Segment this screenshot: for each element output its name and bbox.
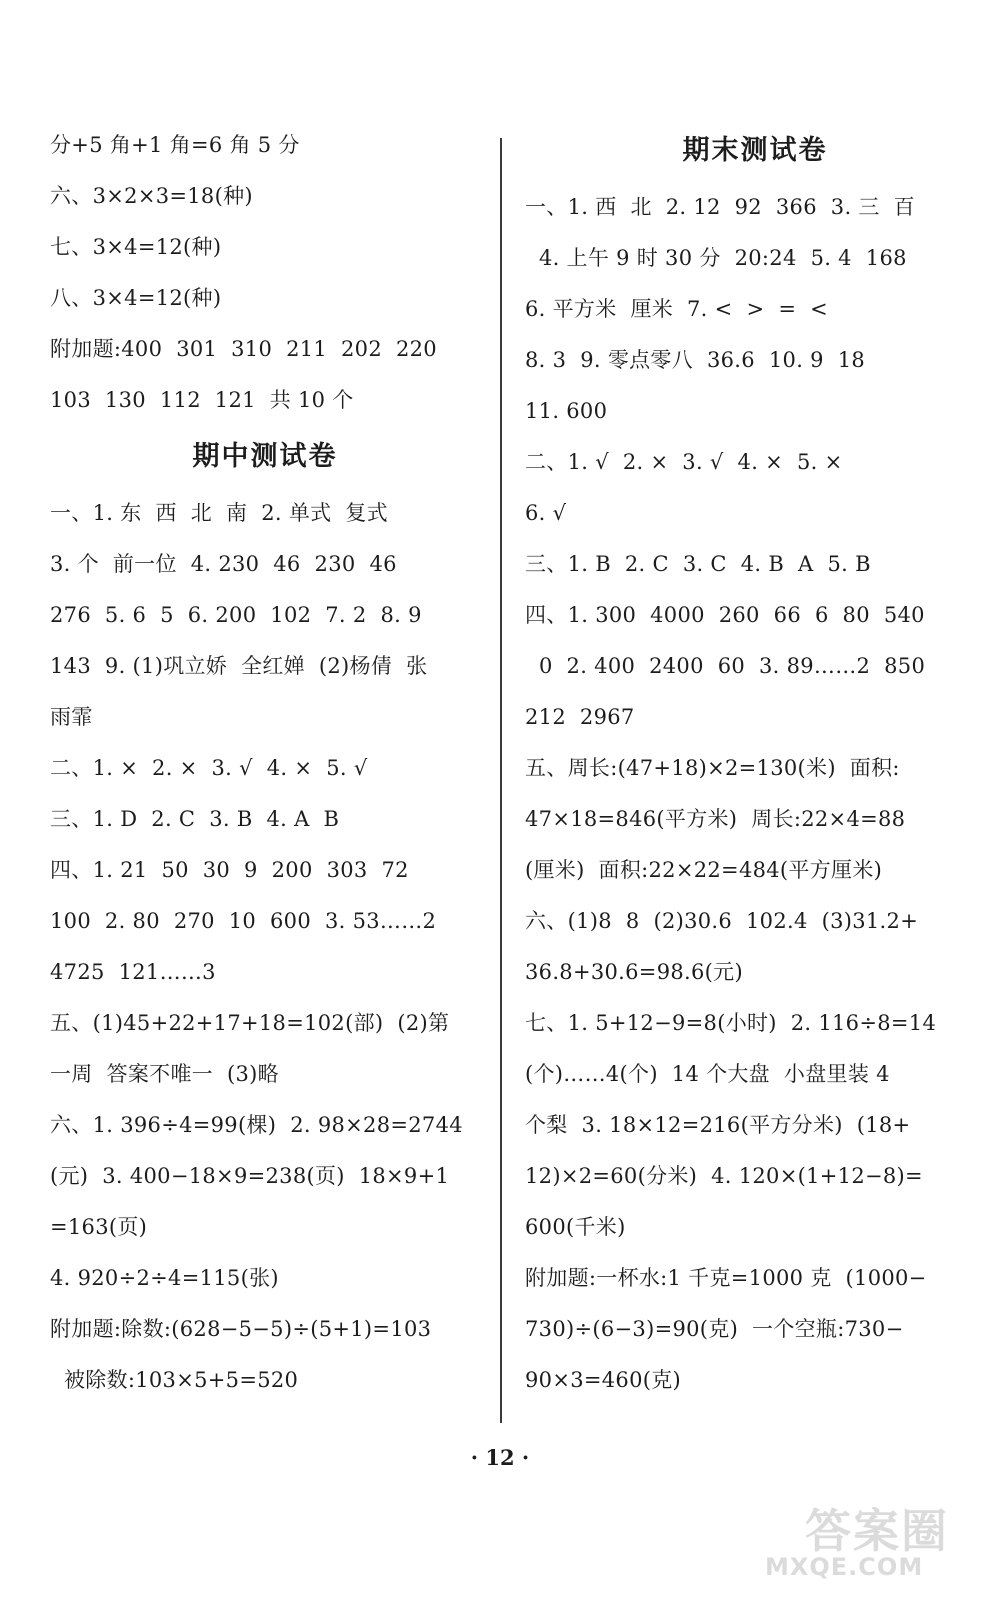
page-number: · 12 · (470, 1445, 530, 1470)
answer-line: 七、1. 5+12−9=8(小时) 2. 116÷8=14 (525, 1011, 937, 1035)
answer-line: 730)÷(6−3)=90(克) 一个空瓶:730− (525, 1317, 904, 1341)
watermark-logo (745, 1495, 995, 1595)
answer-line: 四、1. 300 4000 260 66 6 80 540 (525, 603, 925, 627)
answer-line: 47×18=846(平方米) 周长:22×4=88 (525, 807, 906, 831)
answer-line: 103 130 112 121 共 10 个 (50, 388, 354, 412)
answer-line: 一、1. 西 北 2. 12 92 366 3. 三 百 (525, 195, 915, 219)
answer-line: 4. 920÷2÷4=115(张) (50, 1266, 279, 1290)
answer-line: 六、1. 396÷4=99(棵) 2. 98×28=2744 (50, 1113, 463, 1137)
answer-line: 五、(1)45+22+17+18=102(部) (2)第 (50, 1011, 450, 1035)
answer-line: 3. 个 前一位 4. 230 46 230 46 (50, 552, 397, 576)
answer-line: 600(千米) (525, 1215, 626, 1239)
right-column (525, 120, 985, 1406)
answer-line: 二、1. × 2. × 3. √ 4. × 5. √ (50, 756, 368, 780)
answer-line: 276 5. 6 5 6. 200 102 7. 2 8. 9 (50, 603, 422, 627)
watermark-url: MXQE.COM (765, 1553, 924, 1581)
answer-line: 三、1. B 2. C 3. C 4. B A 5. B (525, 552, 871, 576)
answer-line: 一、1. 东 西 北 南 2. 单式 复式 (50, 501, 388, 525)
answer-line: 被除数:103×5+5=520 (50, 1368, 299, 1392)
answer-line: 六、3×2×3=18(种) (50, 184, 253, 208)
answer-line: 附加题:400 301 310 211 202 220 (50, 337, 437, 361)
answer-line: 12)×2=60(分米) 4. 120×(1+12−8)= (525, 1164, 923, 1188)
answer-line: 分+5 角+1 角=6 角 5 分 (50, 133, 300, 157)
answer-line: 雨霏 (50, 705, 93, 729)
column-divider (500, 138, 502, 1423)
left-answers-top (50, 120, 480, 426)
answer-line: 8. 3 9. 零点零八 36.6 10. 9 18 (525, 348, 866, 372)
final-test-heading: 期末测试卷 (682, 135, 828, 166)
answer-line: 4. 上午 9 时 30 分 20:24 5. 4 168 (525, 246, 907, 270)
answer-line: 6. 平方米 厘米 7. < > = < (525, 297, 829, 321)
answer-line: 一周 答案不唯一 (3)略 (50, 1062, 279, 1086)
answer-line: 二、1. √ 2. × 3. √ 4. × 5. × (525, 450, 843, 474)
answer-line: 八、3×4=12(种) (50, 286, 222, 310)
answer-line: 七、3×4=12(种) (50, 235, 222, 259)
answer-line: 143 9. (1)巩立娇 全红婵 (2)杨倩 张 (50, 654, 428, 678)
answer-line: 附加题:一杯水:1 千克=1000 克 (1000− (525, 1266, 927, 1290)
midterm-test-heading: 期中测试卷 (192, 441, 338, 472)
answer-line: 四、1. 21 50 30 9 200 303 72 (50, 858, 409, 882)
answer-line: (个)……4(个) 14 个大盘 小盘里装 4 (525, 1062, 890, 1086)
answer-line: 100 2. 80 270 10 600 3. 53……2 (50, 909, 437, 933)
answer-line: =163(页) (50, 1215, 148, 1239)
answer-line: 三、1. D 2. C 3. B 4. A B (50, 807, 340, 831)
left-column (50, 120, 480, 1406)
answer-line: 4725 121……3 (50, 960, 216, 984)
midterm-answers (50, 488, 480, 1406)
answer-line: 五、周长:(47+18)×2=130(米) 面积: (525, 756, 900, 780)
answer-line: 36.8+30.6=98.6(元) (525, 960, 743, 984)
answer-line: 11. 600 (525, 399, 608, 423)
answer-line: 6. √ (525, 501, 567, 525)
answer-line: 个梨 3. 18×12=216(平方分米) (18+ (525, 1113, 911, 1137)
answer-line: 附加题:除数:(628−5−5)÷(5+1)=103 (50, 1317, 432, 1341)
watermark-title: 答案圈 (805, 1504, 949, 1558)
answer-line: (厘米) 面积:22×22=484(平方厘米) (525, 858, 883, 882)
answer-line: 90×3=460(克) (525, 1368, 682, 1392)
answer-line: 212 2967 (525, 705, 635, 729)
answer-line: 0 2. 400 2400 60 3. 89……2 850 (525, 654, 926, 678)
answer-line: (元) 3. 400−18×9=238(页) 18×9+1 (50, 1164, 450, 1188)
answer-line: 六、(1)8 8 (2)30.6 102.4 (3)31.2+ (525, 909, 919, 933)
final-answers (525, 182, 985, 1406)
